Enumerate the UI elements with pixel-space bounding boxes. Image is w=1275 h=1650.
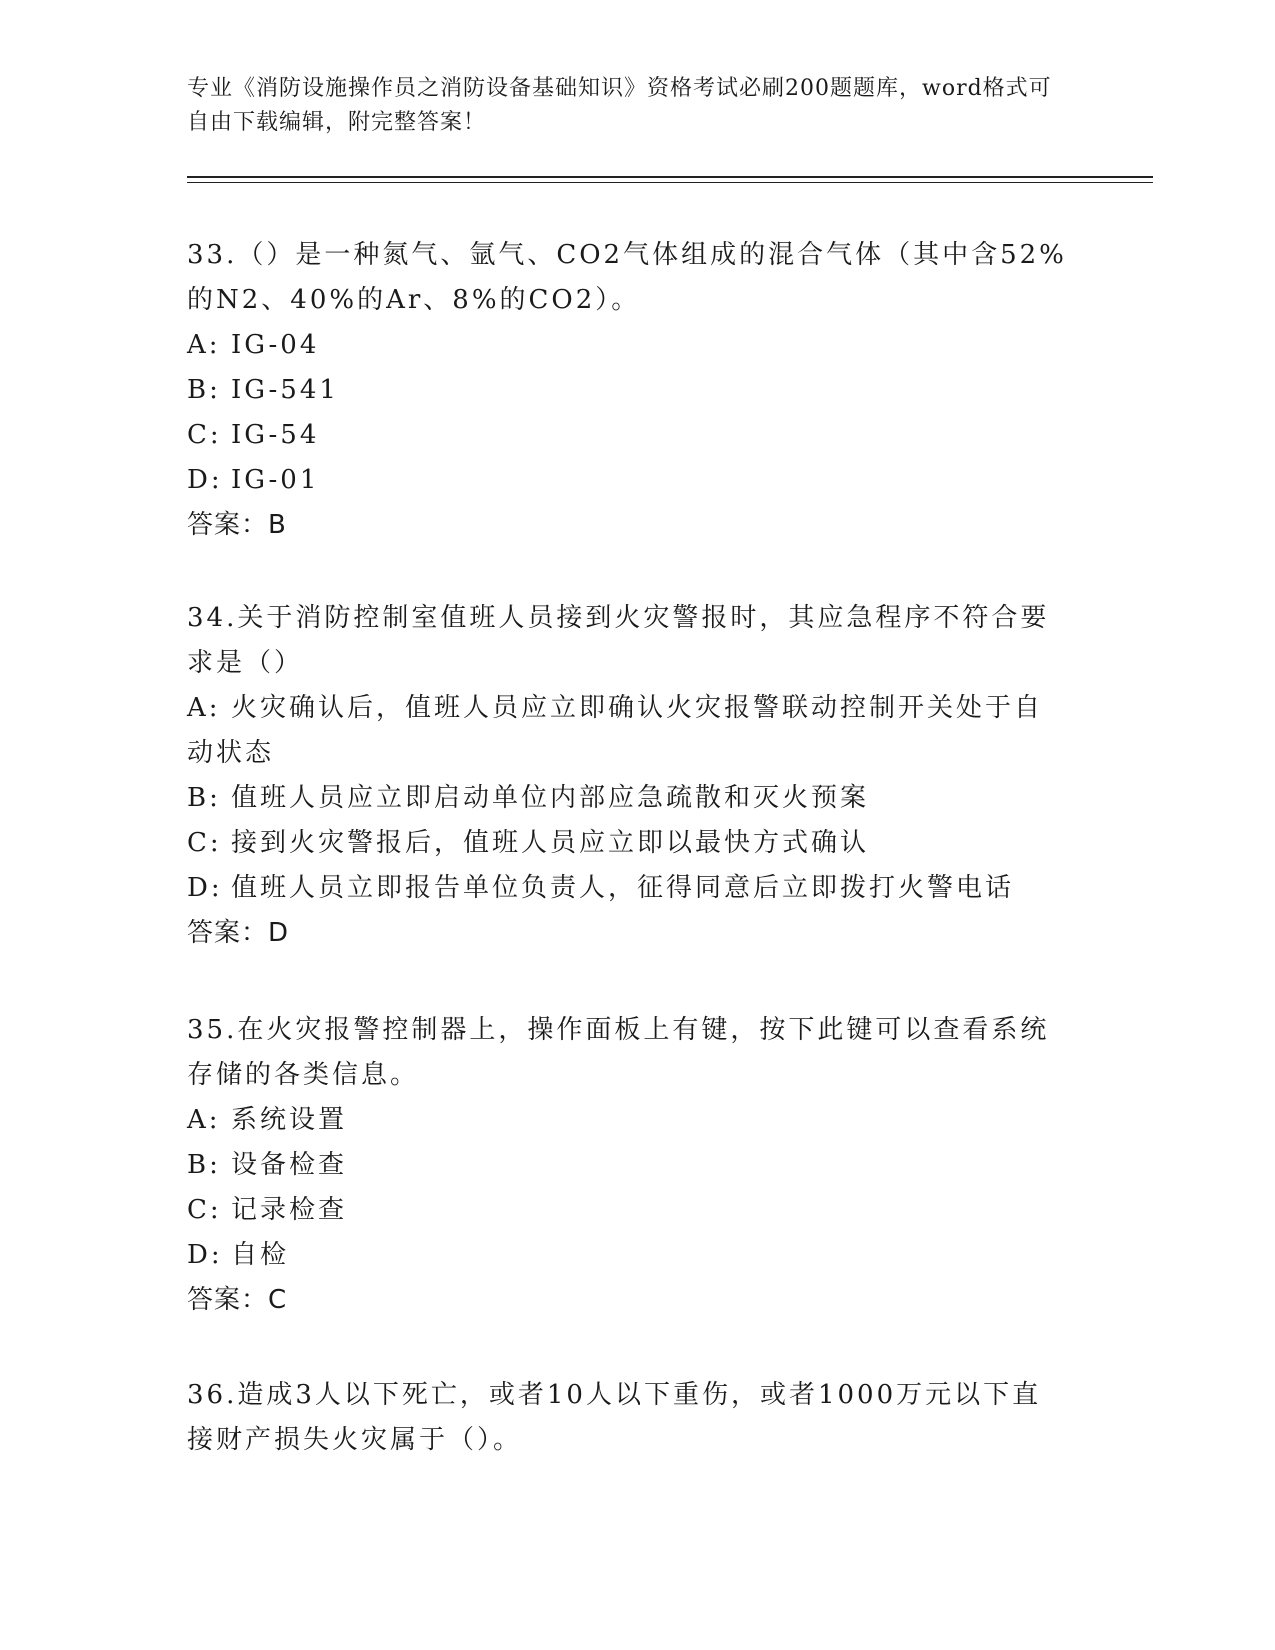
- document-header: 专业《消防设施操作员之消防设备基础知识》资格考试必刷200题题库，word格式可自由下载编辑，附完整答案！: [187, 76, 1052, 135]
- option-key: C:: [187, 1195, 222, 1225]
- option-key: D:: [187, 873, 223, 903]
- option-b: [187, 368, 1067, 413]
- option-a: [187, 686, 1067, 776]
- question-stem: 34.关于消防控制室值班人员接到火灾警报时，其应急程序不符合要求是（）: [187, 603, 1050, 678]
- option-text: 自检: [231, 1240, 290, 1270]
- option-d: [187, 866, 1067, 911]
- option-text: 值班人员应立即启动单位内部应急疏散和灭火预案: [231, 783, 870, 813]
- option-text: IG-54: [231, 420, 320, 450]
- option-a: [187, 323, 1067, 368]
- question-33: [187, 233, 1067, 548]
- option-text: IG-541: [231, 375, 339, 405]
- option-b: [187, 776, 1067, 821]
- option-key: B:: [187, 375, 221, 405]
- header-divider: [187, 176, 1153, 178]
- option-c: [187, 1188, 1067, 1233]
- question-stem: 33.（）是一种氮气、氩气、CO2气体组成的混合气体（其中含52%的N2、40%的Ar、8%的CO2）。: [187, 240, 1067, 315]
- option-b: [187, 1143, 1067, 1188]
- option-key: A:: [187, 330, 221, 360]
- option-text: 火灾确认后，值班人员应立即确认火灾报警联动控制开关处于自动状态: [187, 693, 1044, 768]
- question-34: [187, 596, 1067, 956]
- answer-line: 答案：D: [187, 918, 290, 948]
- option-key: D:: [187, 465, 223, 495]
- option-text: 记录检查: [231, 1195, 348, 1225]
- option-c: [187, 821, 1067, 866]
- option-key: A:: [187, 693, 221, 723]
- header-divider-thin: [187, 182, 1153, 183]
- answer-line: 答案：C: [187, 1285, 288, 1315]
- option-c: [187, 413, 1067, 458]
- option-key: C:: [187, 828, 222, 858]
- option-d: [187, 458, 1067, 503]
- option-key: A:: [187, 1105, 221, 1135]
- option-text: 接到火灾警报后，值班人员应立即以最快方式确认: [231, 828, 870, 858]
- question-36: [187, 1373, 1067, 1463]
- option-text: 值班人员立即报告单位负责人，征得同意后立即拨打火警电话: [231, 873, 1015, 903]
- answer-line: 答案：B: [187, 510, 287, 540]
- question-35: [187, 1008, 1067, 1323]
- option-text: IG-04: [231, 330, 320, 360]
- option-d: [187, 1233, 1067, 1278]
- option-key: B:: [187, 1150, 221, 1180]
- option-text: 设备检查: [231, 1150, 348, 1180]
- question-stem: 35.在火灾报警控制器上，操作面板上有键，按下此键可以查看系统存储的各类信息。: [187, 1015, 1050, 1090]
- option-key: D:: [187, 1240, 223, 1270]
- option-a: [187, 1098, 1067, 1143]
- option-key: B:: [187, 783, 221, 813]
- question-stem: 36.造成3人以下死亡，或者10人以下重伤，或者1000万元以下直接财产损失火灾属于（）。: [187, 1380, 1042, 1455]
- option-text: IG-01: [231, 465, 320, 495]
- option-text: 系统设置: [231, 1105, 348, 1135]
- option-key: C:: [187, 420, 222, 450]
